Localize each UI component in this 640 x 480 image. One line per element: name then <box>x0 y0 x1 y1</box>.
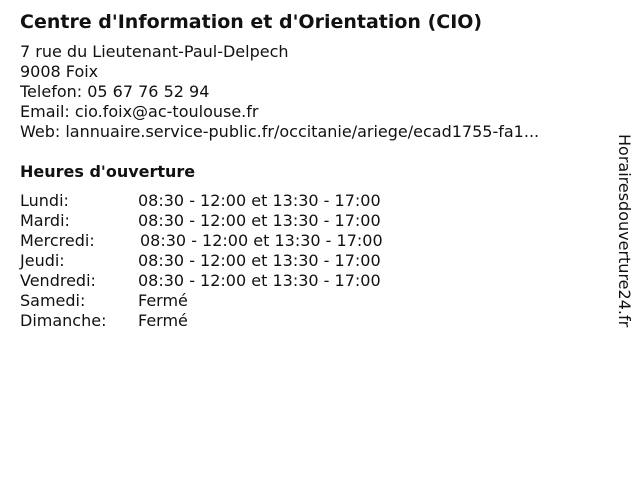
hours-row-vendredi <box>20 271 600 291</box>
day-label: Mardi: <box>20 211 70 230</box>
day-label: Dimanche: <box>20 311 107 330</box>
time-value: 08:30 - 12:00 et 13:30 - 17:00 <box>138 191 381 210</box>
hours-row-jeudi <box>20 251 600 271</box>
address-street: 7 rue du Lieutenant-Paul-Delpech <box>20 42 289 61</box>
hours-row-dimanche <box>20 311 600 331</box>
time-value: Fermé <box>138 311 188 330</box>
time-value: 08:30 - 12:00 et 13:30 - 17:00 <box>138 251 381 270</box>
time-value: 08:30 - 12:00 et 13:30 - 17:00 <box>140 231 383 250</box>
day-label: Jeudi: <box>20 251 65 270</box>
email-line: Email: cio.foix@ac-toulouse.fr <box>20 102 259 121</box>
hours-heading: Heures d'ouverture <box>20 162 196 181</box>
phone-line: Telefon: 05 67 76 52 94 <box>20 82 210 101</box>
hours-row-samedi <box>20 291 600 311</box>
web-line: Web: lannuaire.service-public.fr/occitanie/ariege/ecad1755-fa1... <box>20 122 540 141</box>
hours-table <box>20 191 600 331</box>
hours-row-lundi <box>20 191 600 211</box>
day-label: Samedi: <box>20 291 86 310</box>
time-value: 08:30 - 12:00 et 13:30 - 17:00 <box>138 271 381 290</box>
time-value: 08:30 - 12:00 et 13:30 - 17:00 <box>138 211 381 230</box>
site-watermark: Horairesdouverture24.fr <box>615 134 634 328</box>
hours-row-mercredi <box>20 231 600 251</box>
day-label: Mercredi: <box>20 231 95 250</box>
day-label: Vendredi: <box>20 271 96 290</box>
page-title: Centre d'Information et d'Orientation (CIO) <box>20 11 483 33</box>
time-value: Fermé <box>138 291 188 310</box>
day-label: Lundi: <box>20 191 69 210</box>
hours-row-mardi <box>20 211 600 231</box>
address-city: 9008 Foix <box>20 62 99 81</box>
business-card <box>20 8 600 331</box>
